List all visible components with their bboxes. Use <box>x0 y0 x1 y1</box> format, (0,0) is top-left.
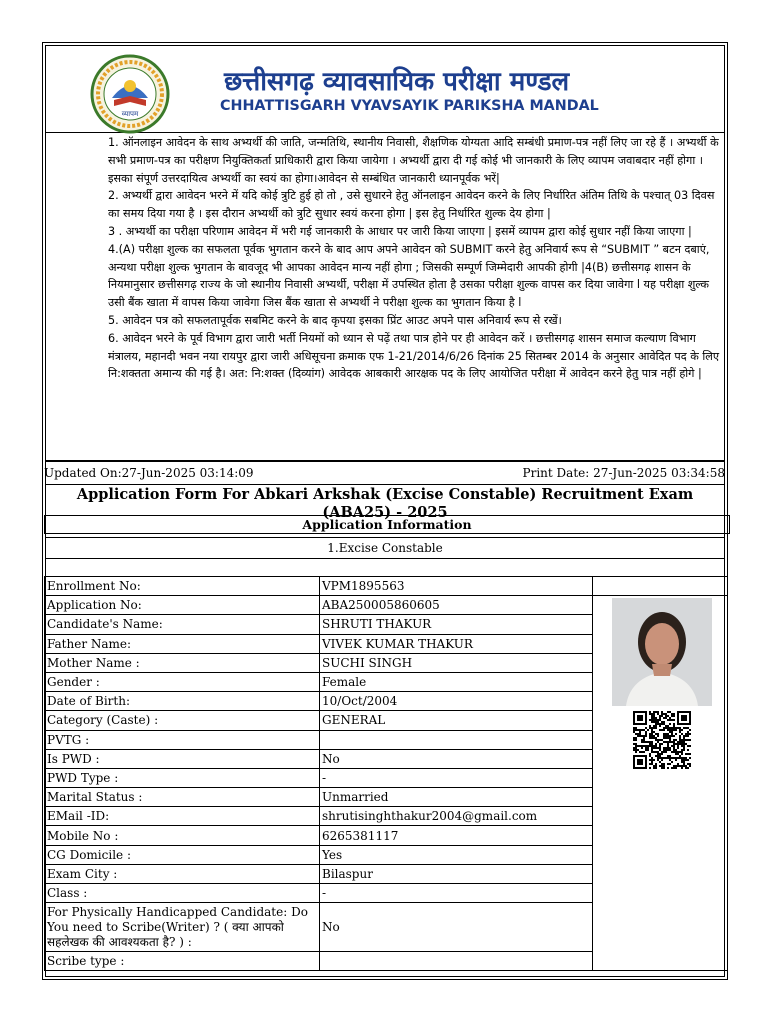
instruction-item: 5. आवेदन पत्र को सफलतापूर्वक सबमिट करने के बाद कृपया इसका प्रिंट आउट अपने पास अनिवार्य रूप से रखें। <box>108 313 562 327</box>
field-value: shrutisinghthakur2004@gmail.com <box>320 807 593 826</box>
field-label: Mobile No : <box>45 826 320 845</box>
organization-title-english: CHHATTISGARH VYAVSAYIK PARIKSHA MANDAL <box>220 98 599 114</box>
field-label: For Physically Handicapped Candidate: Do You need to Scribe(Writer) ? ( क्या आपको सहलेखक की आवश्यकता है? ) : <box>45 903 320 952</box>
field-value: No <box>320 903 593 952</box>
dates-row <box>46 462 724 485</box>
field-value: VIVEK KUMAR THAKUR <box>320 634 593 653</box>
field-label: Exam City : <box>45 864 320 883</box>
post-name: 1.Excise Constable <box>46 538 724 559</box>
field-value: Unmarried <box>320 788 593 807</box>
field-label: Application No: <box>45 596 320 615</box>
organization-title-hindi: छत्तीसगढ़ व्यावसायिक परीक्षा मण्डल <box>224 67 570 97</box>
updated-on: Updated On:27-Jun-2025 03:14:09 <box>44 466 254 480</box>
instruction-item: 2. अभ्यर्थी द्वारा आवेदन भरने में यदि कोई त्रुटि हुई हो तो , उसे सुधारने हेतु ऑनलाइन आवेदन करने के लिए निर्धारित अंतिम तिथि के पश्चात् 03 दिवस का समय दिया गया है । इस दौरान अभ्यर्थी को त्रुटि सुधार स्वयं करना होगा | इस हेतु निर्धारित शुल्क देय होगा | <box>108 189 715 221</box>
instruction-item: 6. आवेदन भरने के पूर्व विभाग द्वारा जारी भर्ती नियमों को ध्यान से पढ़ें तथा पात्र होने पर ही आवेदन करें । छत्तीसगढ़ शासन समाज कल्याण विभाग मंत्रालय, महानदी भवन नया रायपुर द्वारा जारी अधिसूचना क्रमाक एफ 1-21/2014/6/26 दिनांक 25 सितम्बर 2014 के अनुसार आवेदित पद के लिए नि:शक्तता अमान्य की गई है। अत: नि:शक्त (दिव्यांग) आवेदक आबकारी आरक्षक पद के लिए आयोजित परीक्षा में आवेदन करने हेतु पात्र नहीं होगे | <box>108 331 720 381</box>
section-header: Application Information <box>44 515 730 534</box>
field-value: 10/Oct/2004 <box>320 692 593 711</box>
field-label: PVTG : <box>45 730 320 749</box>
field-value <box>320 730 593 749</box>
field-label: Gender : <box>45 672 320 691</box>
field-value: - <box>320 768 593 787</box>
field-label: EMail -ID: <box>45 807 320 826</box>
form-title: Application Form For Abkari Arkshak (Excise Constable) Recruitment Exam (ABA25) - 2025 <box>46 484 724 538</box>
table-row <box>45 577 728 596</box>
field-value: Bilaspur <box>320 864 593 883</box>
field-value: Yes <box>320 845 593 864</box>
field-value: ABA250005860605 <box>320 596 593 615</box>
field-value: No <box>320 749 593 768</box>
field-value: VPM1895563 <box>320 577 593 596</box>
field-label: CG Domicile : <box>45 845 320 864</box>
field-value: - <box>320 884 593 903</box>
field-label: Class : <box>45 884 320 903</box>
field-label: Scribe type : <box>45 952 320 971</box>
instruction-item: 4.(A) परीक्षा शुल्क का सफलता पूर्वक भुगतान करने के बाद आप अपने आवेदन को SUBMIT करने हेतु अनिवार्य रूप से “SUBMIT ” बटन दबाएं, अन्यथा परीक्षा शुल्क भुगतान के बावजूद भी आपका आवेदन मान्य नहीं होगा ; जिसकी सम्पूर्ण जिम्मेदारी आपकी होगी |4(B) छत्तीसगढ़ शासन के नियमानुसार छत्तीसगढ़ राज्य के जो स्थानीय निवासी अभ्यर्थी, परीक्षा में उपस्थित होता है उसका परीक्षा शुल्क वापस कर दिया जावेगा l यह परीक्षा शुल्क उसी बैंक खाता में वापस किया जावेगा जिस बैंक खाता से अभ्यर्थी ने परीक्षा शुल्क का भुगतान किया है l <box>108 242 710 310</box>
instructions-panel <box>46 132 724 462</box>
field-label: Enrollment No: <box>45 577 320 596</box>
field-value: GENERAL <box>320 711 593 730</box>
field-value: SHRUTI THAKUR <box>320 615 593 634</box>
field-label: Mother Name : <box>45 653 320 672</box>
header <box>46 46 724 133</box>
field-value <box>320 952 593 971</box>
field-label: Is PWD : <box>45 749 320 768</box>
logo-text: व्यापम <box>121 110 139 118</box>
field-label: PWD Type : <box>45 768 320 787</box>
candidate-photo <box>612 598 712 706</box>
field-label: Father Name: <box>45 634 320 653</box>
print-date: Print Date: 27-Jun-2025 03:34:58 <box>522 466 725 480</box>
qr-code <box>633 711 691 769</box>
field-label: Category (Caste) : <box>45 711 320 730</box>
field-label: Marital Status : <box>45 788 320 807</box>
candidate-photo-image <box>612 598 712 706</box>
photo-cell <box>593 577 728 596</box>
field-value: SUCHI SINGH <box>320 653 593 672</box>
field-label: Candidate's Name: <box>45 615 320 634</box>
instructions-list <box>108 134 722 383</box>
vyapam-logo <box>90 54 170 134</box>
field-value: Female <box>320 672 593 691</box>
field-label: Date of Birth: <box>45 692 320 711</box>
field-value: 6265381117 <box>320 826 593 845</box>
instruction-item: 1. ऑनलाइन आवेदन के साथ अभ्यर्थी की जाति, जन्मतिथि, स्थानीय निवासी, शैक्षणिक योग्यता आदि सम्बंधी प्रमाण-पत्र नहीं लिए जा रहे हैं । अभ्यर्थी के सभी प्रमाण-पत्र का परीक्षण नियुक्तिकर्ता प्राधिकारी द्वारा किया जायेगा । अभ्यर्थी द्वारा दी गई कोई भी जानकारी के लिए व्यापम जवाबदार नहीं होगा । इसका संपूर्ण उत्तरदायित्व अभ्यर्थी का स्वयं का होगा।आवेदन से सम्बंधित जानकारी ध्यानपूर्वक भरें| <box>108 136 719 185</box>
instruction-item: 3 . अभ्यर्थी का परीक्षा परिणाम आवेदन में भरी गई जानकारी के आधार पर जारी किया जाएगा | इसमें व्यापम द्वारा कोई सुधार नहीं किया जाएगा | <box>108 224 692 238</box>
